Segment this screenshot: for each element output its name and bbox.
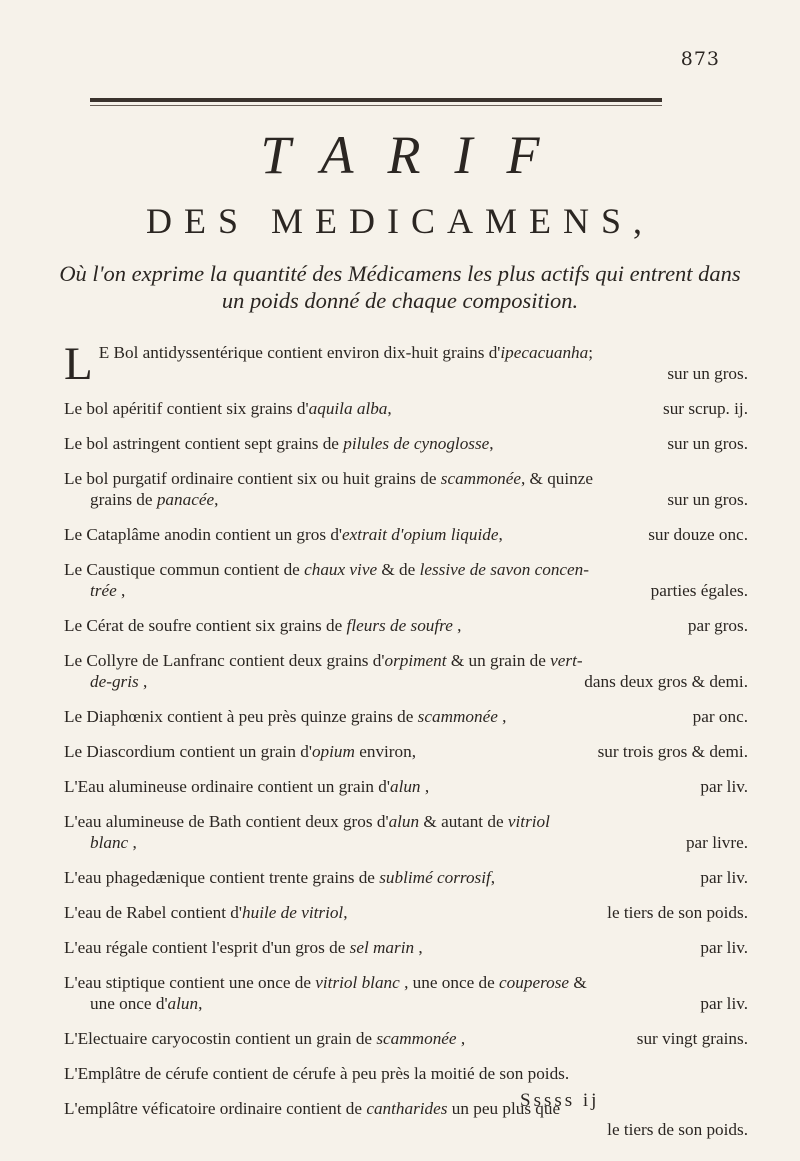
entry-quantity: sur trois gros & demi.	[597, 742, 748, 761]
entry-quantity: dans deux gros & demi.	[584, 672, 748, 691]
entry-text	[64, 559, 589, 580]
entry-line	[64, 1028, 748, 1049]
intro-text: Où l'on exprime la quantité des Médicamens les plus actifs qui entrent dans un poids donné de chaque composition.	[59, 261, 741, 313]
entry-ingredient: blanc	[90, 833, 129, 852]
entry-text-part: & autant de	[419, 812, 508, 831]
entry-text	[90, 489, 218, 510]
entry-line	[64, 902, 748, 923]
entry-text	[64, 776, 429, 797]
entry-text	[90, 580, 125, 601]
entry-line	[64, 706, 748, 727]
entry-text-part: Le Caustique commun contient de	[64, 560, 305, 579]
entry	[64, 433, 748, 454]
entry-text-part: ,	[497, 707, 507, 726]
entry-text-part: environ,	[354, 742, 417, 761]
page-subtitle: DES MEDICAMENS,	[145, 201, 655, 241]
entry-line	[64, 1119, 748, 1140]
entry-quantity: sur vingt grains.	[636, 1029, 748, 1048]
entry-ingredient: orpiment	[384, 651, 447, 670]
entry-text-part: ,	[387, 399, 392, 418]
page-title: TARIF	[260, 125, 574, 185]
entry-text-part: L'emplâtre véficatoire ordinaire contient de	[64, 1099, 367, 1118]
entry-text-part: ,	[452, 616, 462, 635]
entry-line	[64, 433, 748, 454]
entry-text	[64, 741, 416, 762]
entry-ingredient: fleurs de soufre	[346, 616, 453, 635]
entry-text-part: E Bol antidyssentérique contient environ dix-huit grains d'	[98, 343, 501, 362]
entry	[64, 615, 748, 636]
entry-quantity: sur douze onc.	[648, 525, 748, 544]
entry-text-part: L'Electuaire caryocostin contient un grain de	[64, 1029, 377, 1048]
entry-quantity: par liv.	[700, 868, 748, 887]
entry-ingredient: huile de vitriol	[242, 903, 344, 922]
entry-text	[64, 524, 503, 545]
entry-text-part: L'Emplâtre de cérufe contient de cérufe à peu près la moitié de son poids.	[64, 1064, 570, 1083]
entry	[64, 1063, 748, 1084]
entry-line	[64, 580, 748, 601]
entry-text	[99, 342, 593, 363]
entry-first	[64, 338, 748, 390]
entry-text-part: ,	[489, 434, 494, 453]
entry-line	[64, 972, 748, 993]
header-rule-thick	[90, 98, 662, 102]
entry-line	[64, 867, 748, 888]
entry-ingredient: alun	[389, 777, 421, 796]
entry-quantity: par livre.	[685, 833, 748, 852]
entry	[64, 706, 748, 727]
entry	[64, 741, 748, 762]
entry-ingredient: vert-	[550, 651, 583, 670]
entry-text-part: ,	[138, 672, 148, 691]
entry	[64, 972, 748, 1014]
header-rule-thin	[90, 105, 662, 106]
entry-ingredient: panacée	[156, 490, 215, 509]
entry-text-part: L'Eau alumineuse ordinaire contient un grain d'	[64, 777, 390, 796]
entry-ingredient: cantharides	[366, 1099, 448, 1118]
entry-text	[64, 972, 587, 993]
entry-text	[64, 650, 583, 671]
entry-ingredient: lessive de savon concen-	[419, 560, 589, 579]
entry-quantity: sur scrup. ij.	[663, 399, 748, 418]
entry-quantity: par liv.	[700, 938, 748, 957]
entry-quantity: par onc.	[692, 707, 748, 726]
entry-line	[64, 1063, 748, 1084]
signature-mark: Sssss ij	[520, 1090, 600, 1111]
entry-ingredient: sel marin	[349, 938, 415, 957]
entry-ingredient: chaux vive	[304, 560, 378, 579]
entry-ingredient: ipecacuanha	[500, 343, 589, 362]
entry-text	[64, 1028, 465, 1049]
entry-text-part: L'eau stiptique contient une once de	[64, 973, 316, 992]
entry-text-part: ;	[588, 343, 594, 362]
entry-quantity: sur un gros.	[667, 364, 748, 383]
entry-quantity: sur un gros.	[667, 490, 748, 509]
entry-line	[64, 993, 748, 1014]
entry-text-part: Le Cataplâme anodin contient un gros d'	[64, 525, 343, 544]
entry-line	[64, 398, 748, 419]
entry-text-part: , & quinze	[520, 469, 594, 488]
entry-text-part: Le Diascordium contient un grain d'	[64, 742, 312, 761]
entry-line	[64, 650, 748, 671]
entry-text-part: un peu plus que	[447, 1099, 561, 1118]
entry	[64, 902, 748, 923]
entry-ingredient: scammonée	[376, 1029, 457, 1048]
entry-text-part: ,	[414, 938, 423, 957]
entry-ingredient: extrait d'opium liquide	[342, 525, 499, 544]
tariff-entries	[64, 338, 748, 1154]
entry-line	[64, 671, 748, 692]
entry-text-part: Le bol astringent contient sept grains de	[64, 434, 344, 453]
entry-text	[64, 706, 506, 727]
entry-ingredient: alun	[388, 812, 420, 831]
entry-text	[90, 832, 137, 853]
entry-text	[64, 867, 495, 888]
entry	[64, 468, 748, 510]
entry-line	[64, 832, 748, 853]
entry-text	[64, 398, 392, 419]
entry	[64, 398, 748, 419]
entry-text	[90, 993, 202, 1014]
entry-text	[64, 615, 461, 636]
entry-text	[64, 902, 348, 923]
entry-line	[64, 524, 748, 545]
entry-quantity: par gros.	[687, 616, 748, 635]
entry-text-part: Le Collyre de Lanfranc contient deux grains d'	[64, 651, 385, 670]
entry-line	[99, 342, 748, 363]
entry	[64, 559, 748, 601]
entry-list	[64, 398, 748, 1140]
drop-cap: L	[64, 338, 93, 390]
entry-text-part: ,	[214, 490, 219, 509]
entry-line	[64, 615, 748, 636]
entry-text	[64, 1098, 560, 1119]
entry-line	[64, 468, 748, 489]
entry-text-part: ,	[198, 994, 203, 1013]
entry-text-part: ,	[343, 903, 348, 922]
entry-text-part: ,	[420, 777, 430, 796]
entry	[64, 811, 748, 853]
entry-text-part: une once d'	[90, 994, 168, 1013]
entry-text-part: Le bol apéritif contient six grains d'	[64, 399, 309, 418]
entry-ingredient: scammonée	[440, 469, 521, 488]
entry	[64, 1028, 748, 1049]
entry-ingredient: vitriol blanc	[315, 973, 400, 992]
entry-line	[64, 1098, 748, 1119]
entry-text-part: ,	[498, 525, 503, 544]
entry-line	[64, 937, 748, 958]
entry-ingredient: scammonée	[417, 707, 498, 726]
entry-text-part: Le bol purgatif ordinaire contient six ou huit grains de	[64, 469, 441, 488]
entry	[64, 867, 748, 888]
entry-text-part: L'eau de Rabel contient d'	[64, 903, 243, 922]
entry-ingredient: aquila alba	[308, 399, 388, 418]
entry-text-part: & de	[377, 560, 420, 579]
entry-text-part: & un grain de	[446, 651, 551, 670]
entry-text-part: grains de	[90, 490, 157, 509]
entry-line	[64, 776, 748, 797]
entry-text-part: L'eau alumineuse de Bath contient deux gros d'	[64, 812, 389, 831]
entry-text-part: Le Cérat de soufre contient six grains de	[64, 616, 347, 635]
entry-quantity: sur un gros.	[667, 434, 748, 453]
entry-text	[64, 433, 494, 454]
entry-text-part: ,	[116, 581, 126, 600]
entry-ingredient: alun	[167, 994, 199, 1013]
entry-line	[64, 811, 748, 832]
entry-line	[99, 363, 748, 384]
entry-text-part: ,	[490, 868, 496, 887]
entry-text-part: L'eau régale contient l'esprit d'un gros de	[64, 938, 350, 957]
entry-ingredient: opium	[311, 742, 355, 761]
entry	[64, 524, 748, 545]
entry-line	[64, 559, 748, 580]
entry-ingredient: couperose	[499, 973, 570, 992]
entry-ingredient: pilules de cynoglosse	[343, 434, 490, 453]
entry-quantity: parties égales.	[650, 581, 748, 600]
entry-text	[64, 468, 593, 489]
entry-ingredient: de-gris	[90, 672, 139, 691]
entry-text	[64, 1063, 569, 1084]
entry	[64, 1098, 748, 1140]
entry-quantity: le tiers de son poids.	[607, 1120, 748, 1139]
entry-text-part: , une once de	[399, 973, 500, 992]
entry	[64, 776, 748, 797]
entry-line	[64, 489, 748, 510]
entry-text-part: ,	[456, 1029, 466, 1048]
entry-ingredient: trée	[90, 581, 117, 600]
entry	[64, 937, 748, 958]
entry-ingredient: sublimé corrosif	[379, 868, 491, 887]
entry-text	[64, 937, 423, 958]
entry-text-part: &	[569, 973, 587, 992]
entry	[64, 650, 748, 692]
entry-text-part: ,	[128, 833, 137, 852]
entry-quantity: par liv.	[700, 994, 748, 1013]
page-number: 873	[680, 48, 720, 70]
entry-text	[90, 671, 147, 692]
entry-quantity: le tiers de son poids.	[607, 903, 748, 922]
entry-text	[64, 811, 550, 832]
entry-text-part: Le Diaphœnix contient à peu près quinze grains de	[64, 707, 418, 726]
entry-text-part: L'eau phagedænique contient trente grains de	[64, 868, 380, 887]
entry-quantity: par liv.	[700, 777, 748, 796]
entry-line	[64, 741, 748, 762]
entry-ingredient: vitriol	[507, 812, 550, 831]
